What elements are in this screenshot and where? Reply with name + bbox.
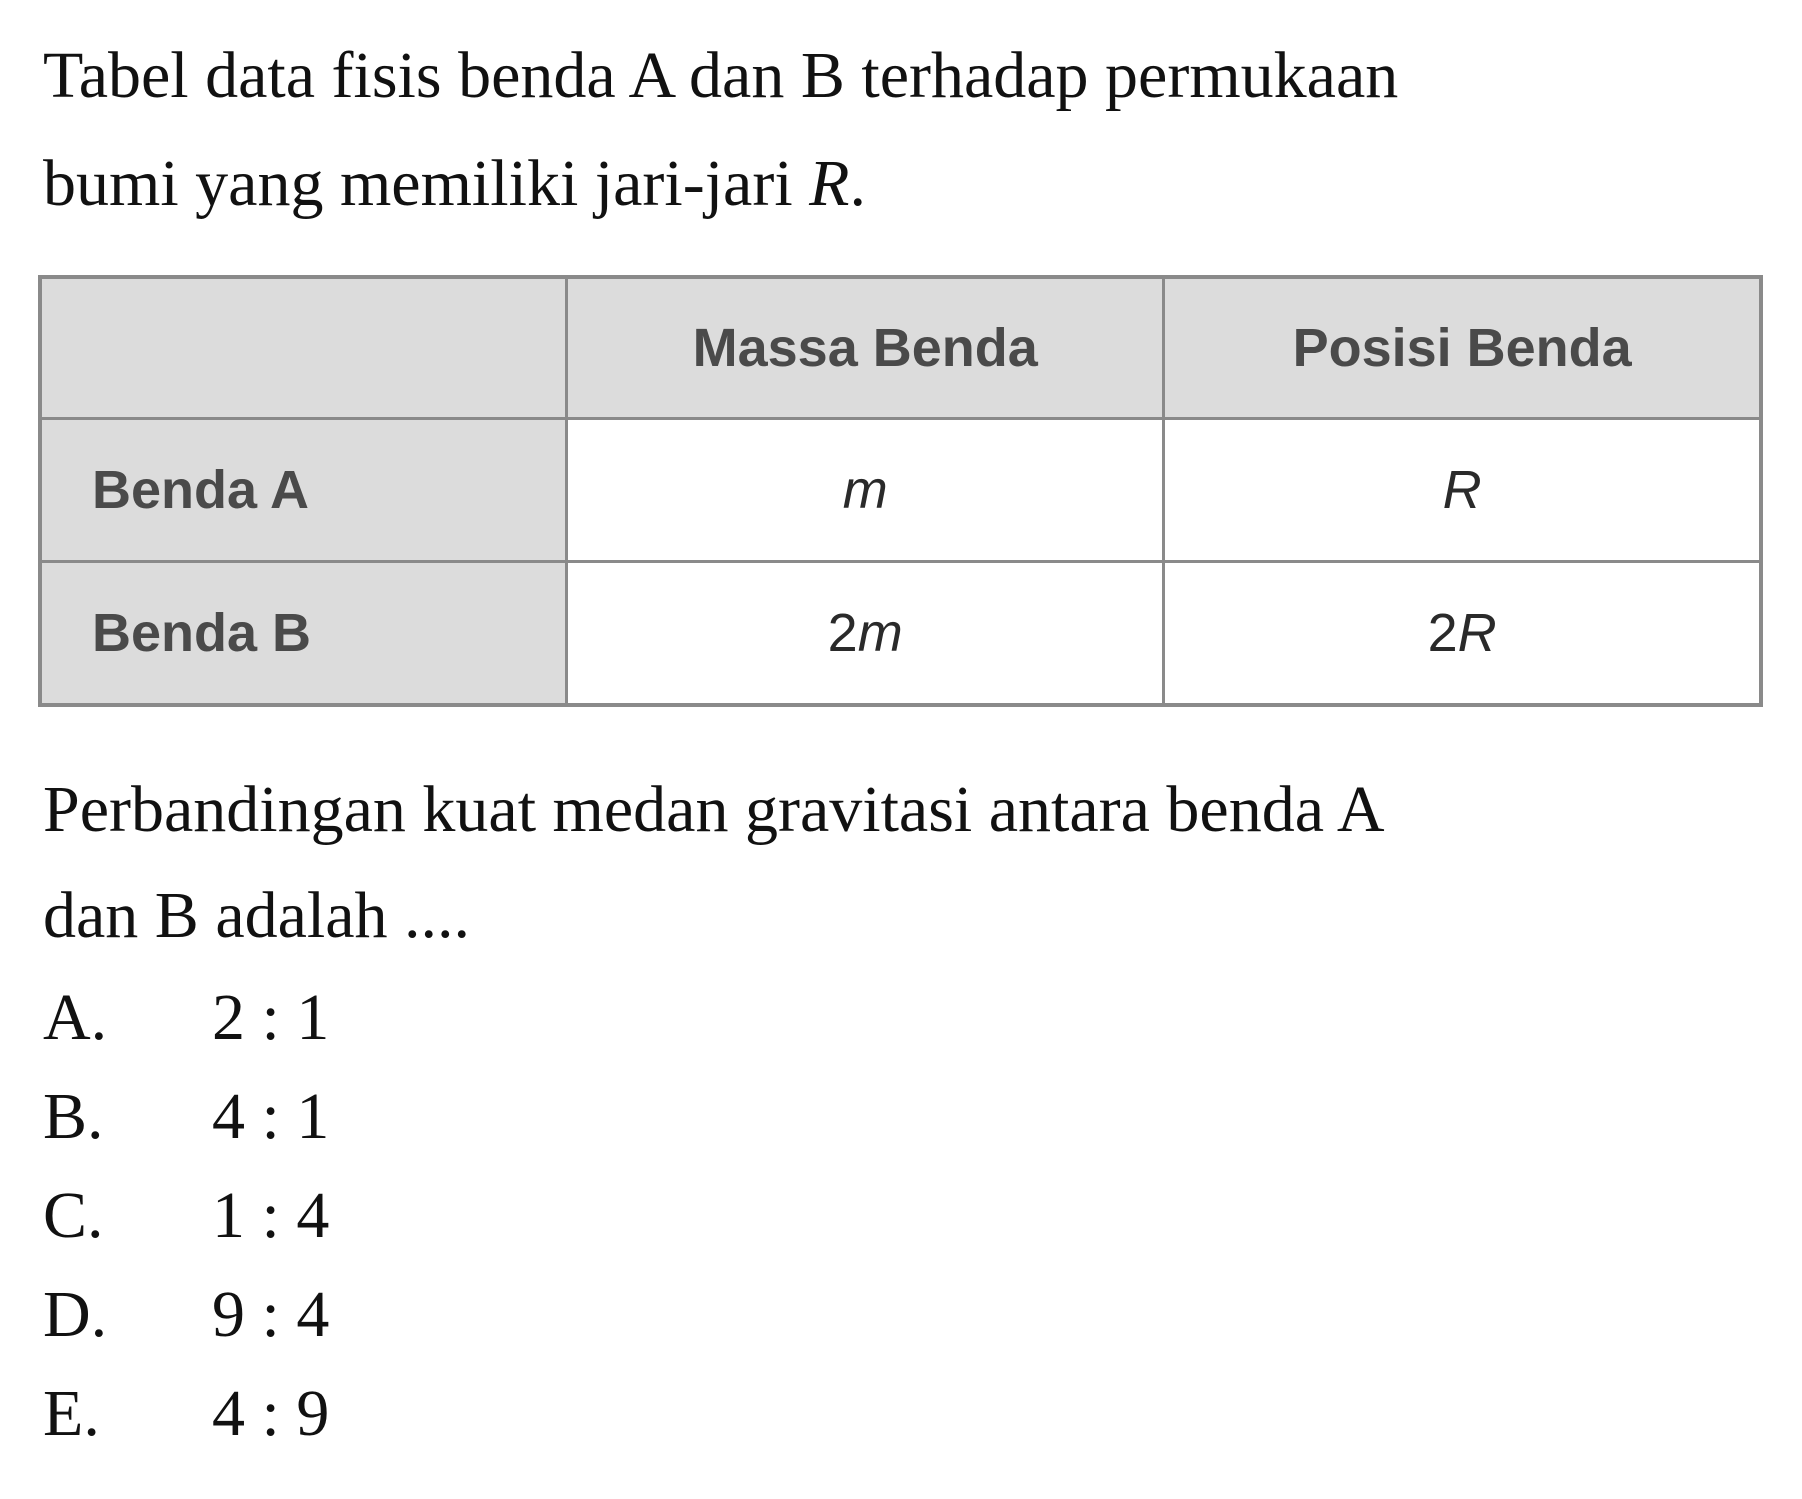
prompt-line-2: dan B adalah .... — [43, 879, 471, 952]
massa-b-coefficient: 2 — [827, 603, 858, 663]
cell-posisi-benda-a — [1164, 419, 1761, 562]
header-posisi-benda: Posisi Benda — [1164, 277, 1761, 419]
question-line-2: bumi yang memiliki jari-jari — [43, 147, 810, 220]
row-label-benda-b: Benda B — [40, 562, 567, 706]
cell-massa-benda-b — [567, 562, 1164, 706]
option-value: 1 : 4 — [212, 1179, 330, 1252]
cell-massa-benda-a — [567, 419, 1164, 562]
option-e[interactable] — [43, 1364, 329, 1463]
option-d[interactable] — [43, 1265, 329, 1364]
physics-data-table — [38, 275, 1763, 707]
table-row-benda-a — [40, 419, 1761, 562]
header-massa-benda: Massa Benda — [567, 277, 1164, 419]
option-letter: D. — [43, 1278, 108, 1351]
option-b[interactable] — [43, 1067, 329, 1166]
question-text — [43, 22, 1763, 238]
question-prompt — [43, 757, 1763, 969]
option-letter: C. — [43, 1179, 104, 1252]
option-value: 4 : 9 — [212, 1377, 330, 1450]
option-value: 2 : 1 — [212, 981, 330, 1054]
cell-posisi-benda-b — [1164, 562, 1761, 706]
option-value: 4 : 1 — [212, 1080, 330, 1153]
option-letter: A. — [43, 981, 108, 1054]
massa-b-variable: m — [857, 603, 903, 663]
row-label-benda-a: Benda A — [40, 419, 567, 562]
option-letter: E. — [43, 1377, 100, 1450]
table-header-row — [40, 277, 1761, 419]
answer-options — [43, 968, 329, 1463]
question-line-2-end: . — [849, 147, 866, 220]
table-row-benda-b — [40, 562, 1761, 706]
prompt-line-1: Perbandingan kuat medan gravitasi antara benda A — [43, 773, 1385, 846]
option-a[interactable] — [43, 968, 329, 1067]
posisi-b-variable: R — [1457, 603, 1497, 663]
option-value: 9 : 4 — [212, 1278, 330, 1351]
question-line-1: Tabel data fisis benda A dan B terhadap permukaan — [43, 39, 1399, 112]
option-letter: B. — [43, 1080, 104, 1153]
posisi-b-coefficient: 2 — [1427, 603, 1458, 663]
question-radius-variable: R — [809, 147, 850, 220]
posisi-a-variable: R — [1442, 460, 1482, 520]
massa-a-variable: m — [842, 460, 888, 520]
table-corner-cell — [40, 277, 567, 419]
option-c[interactable] — [43, 1166, 329, 1265]
